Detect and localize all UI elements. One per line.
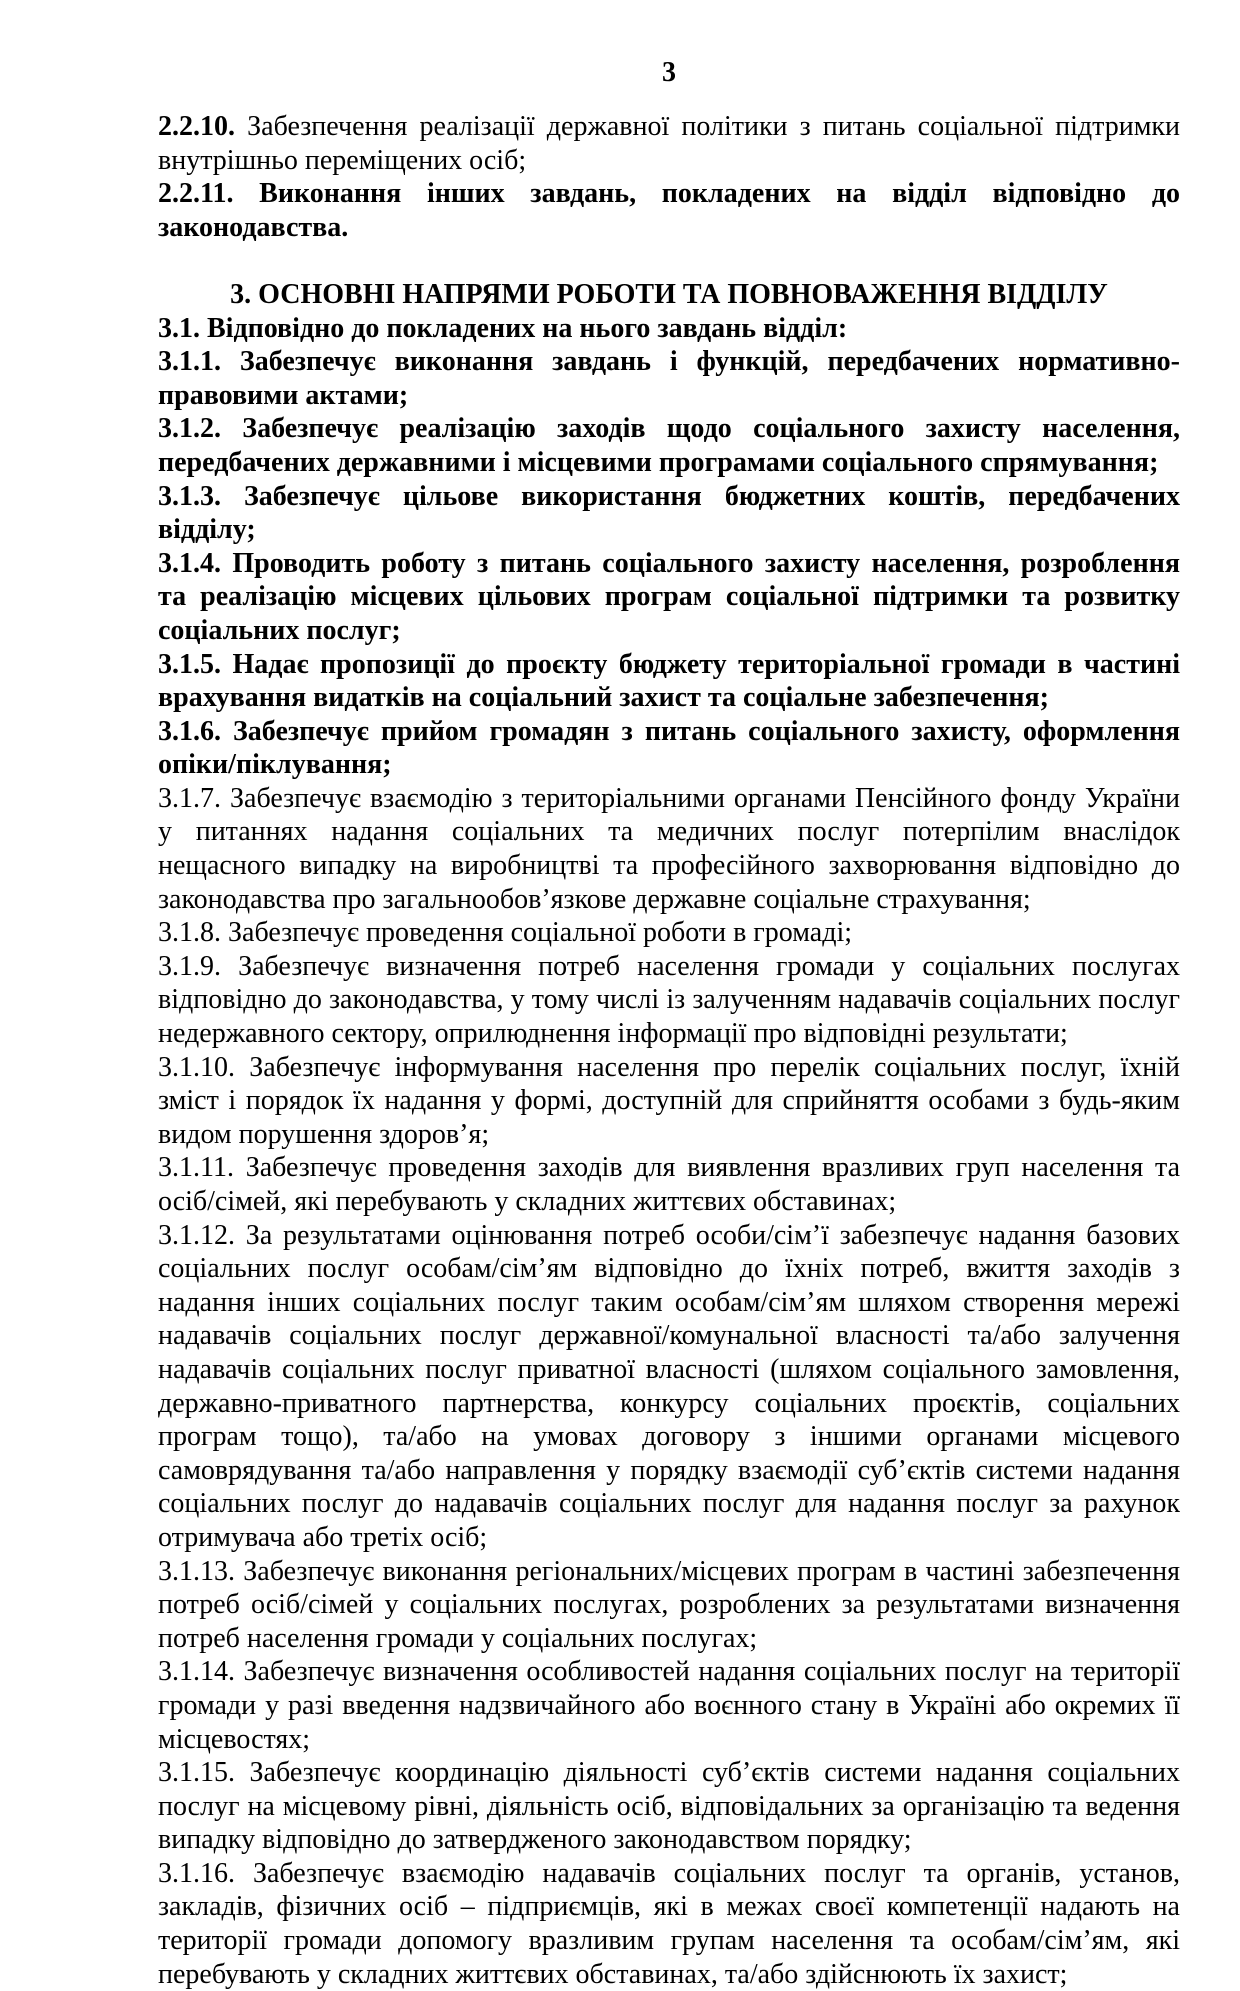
paragraph-text: Забезпечує виконання регіональних/місцевих програм в частині забезпечення потреб осіб/сімей у соціальних послугах, розроблених за результатами визначення потреб населення громади у соціальних послугах;	[158, 1555, 1180, 1654]
paragraph-number: 2.2.10.	[158, 111, 235, 142]
paragraph	[158, 916, 1180, 950]
paragraph	[158, 480, 1180, 547]
paragraph	[158, 715, 1180, 782]
document-body	[158, 110, 1180, 1991]
paragraph-number: 3.1.11.	[158, 1152, 234, 1184]
paragraph-text: Забезпечує виконання завдань і функцій, передбачених нормативно-правовими актами;	[158, 346, 1181, 411]
paragraph	[158, 782, 1180, 916]
paragraph-number: 3.1.3.	[158, 480, 221, 512]
paragraph-number: 3.1.8.	[158, 917, 221, 949]
paragraph-text: Забезпечує проведення заходів для виявлення вразливих груп населення та осіб/сімей, які перебувають у складних життєвих обставинах;	[158, 1152, 1180, 1217]
paragraph-number: 3.1.4.	[158, 547, 221, 579]
paragraph-number: 3.1.6.	[158, 715, 221, 747]
paragraph-text: Забезпечує координацію діяльності суб’єктів системи надання соціальних послуг на місцевому рівні, діяльність осіб, відповідальних за організацію та ведення випадку відповідно до затвердженого законодавством порядку;	[158, 1757, 1181, 1856]
paragraph-text: Забезпечує проведення соціальної роботи в громаді;	[228, 917, 852, 949]
paragraph-number: 2.2.11.	[158, 178, 234, 210]
paragraph-text: Надає пропозиції до проєкту бюджету територіальної громади в частині врахування видатків на соціальний захист та соціальне забезпечення;	[158, 648, 1180, 714]
paragraph-number: 3.1.7.	[158, 782, 221, 814]
paragraph	[158, 177, 1180, 244]
paragraph-text: Проводить роботу з питань соціального захисту населення, розроблення та реалізацію місцевих цільових програм соціальної підтримки та розвитку соціальних послуг;	[158, 547, 1180, 646]
paragraph-text: Забезпечує взаємодію з територіальними органами Пенсійного фонду України у питаннях надання соціальних та медичних послуг потерпілим внаслідок нещасного випадку на виробництві та професійного захворювання відповідно до законодавства про загальнообов’язкове державне соціальне страхування;	[158, 782, 1181, 915]
paragraph-text: Забезпечує визначення потреб населення громади у соціальних послугах відповідно до законодавства, у тому числі із залученням надавачів соціальних послуг недержавного сектору, оприлюднення інформації про відповідні результати;	[158, 950, 1181, 1050]
paragraph-text: Забезпечує визначення особливостей надання соціальних послуг на території громади у разі введення надзвичайного або воєнного стану в Україні або окремих її місцевостях;	[158, 1656, 1180, 1755]
paragraph	[158, 1857, 1180, 1991]
paragraph-text: Забезпечує реалізацію заходів щодо соціального захисту населення, передбачених державними і місцевими програмами соціального спрямування;	[158, 413, 1180, 478]
paragraph	[158, 1756, 1180, 1857]
paragraph	[158, 950, 1180, 1051]
paragraph-text: За результатами оцінювання потреб особи/сім’ї забезпечує надання базових соціальних послуг особам/сім’ям відповідно до їхніх потреб, вжиття заходів з надання інших соціальних послуг таким особам/сім’ям шляхом створення мережі надавачів соціальних послуг державної/комунальної власності та/або залучення надавачів соціальних послуг приватної власності (шляхом соціального замовлення, державно-приватного партнерства, конкурсу соціальних проєктів, соціальних програм тощо), та/або на умовах договору з іншими органами місцевого самоврядування та/або направлення у порядку взаємодії суб’єктів системи надання соціальних послуг до надавачів соціальних послуг для надання послуг за рахунок отримувача або третіх осіб;	[158, 1219, 1180, 1553]
paragraph-number: 3.1.	[158, 312, 200, 344]
paragraph	[158, 648, 1180, 715]
paragraph-text: Забезпечує взаємодію надавачів соціальних послуг та органів, установ, закладів, фізичних осіб – підприємців, які в межах своєї компетенції надають на території громади допомогу вразливим групам населення та особам/сім’ям, які перебувають у складних життєвих обставинах, та/або здійснюють їх захист;	[158, 1857, 1180, 1990]
paragraph-text: Забезпечує прийом громадян з питань соціального захисту, оформлення опіки/піклування;	[158, 715, 1180, 781]
paragraph	[158, 412, 1180, 479]
section-heading: 3. ОСНОВНІ НАПРЯМИ РОБОТИ ТА ПОВНОВАЖЕННЯ ВІДДІЛУ	[230, 278, 1108, 310]
paragraph	[158, 1051, 1180, 1152]
paragraph-number: 3.1.2.	[158, 413, 221, 445]
paragraph	[158, 1151, 1180, 1218]
paragraph-number: 3.1.15.	[158, 1757, 235, 1789]
paragraph	[158, 345, 1180, 412]
page-number: 3	[662, 57, 676, 88]
paragraph-number: 3.1.9.	[158, 950, 221, 982]
paragraph-text: Відповідно до покладених на нього завдань відділ:	[207, 312, 848, 344]
paragraph-number: 3.1.16.	[158, 1857, 235, 1889]
paragraph-number: 3.1.14.	[158, 1656, 235, 1688]
paragraph	[158, 1655, 1180, 1756]
paragraph	[158, 312, 1180, 346]
paragraph	[158, 110, 1180, 177]
paragraph-text: Виконання інших завдань, покладених на відділ відповідно до законодавства.	[158, 178, 1181, 243]
paragraph-text: Забезпечує цільове використання бюджетних коштів, передбачених відділу;	[158, 480, 1180, 546]
paragraph-number: 3.1.13.	[158, 1555, 235, 1587]
paragraph	[158, 1555, 1180, 1656]
paragraph	[158, 1219, 1180, 1555]
paragraph	[158, 547, 1180, 648]
paragraph-number: 3.1.5.	[158, 648, 221, 680]
paragraph-number: 3.1.12.	[158, 1219, 235, 1251]
paragraph-number: 3.1.10.	[158, 1051, 235, 1083]
paragraph-text: Забезпечення реалізації державної політики з питань соціальної підтримки внутрішньо переміщених осіб;	[158, 111, 1181, 176]
paragraph-number: 3.1.1.	[158, 346, 221, 378]
paragraph-text: Забезпечує інформування населення про перелік соціальних послуг, їхній зміст і порядок їх надання у формі, доступній для сприйняття особами з будь-яким видом порушення здоров’я;	[158, 1051, 1181, 1150]
